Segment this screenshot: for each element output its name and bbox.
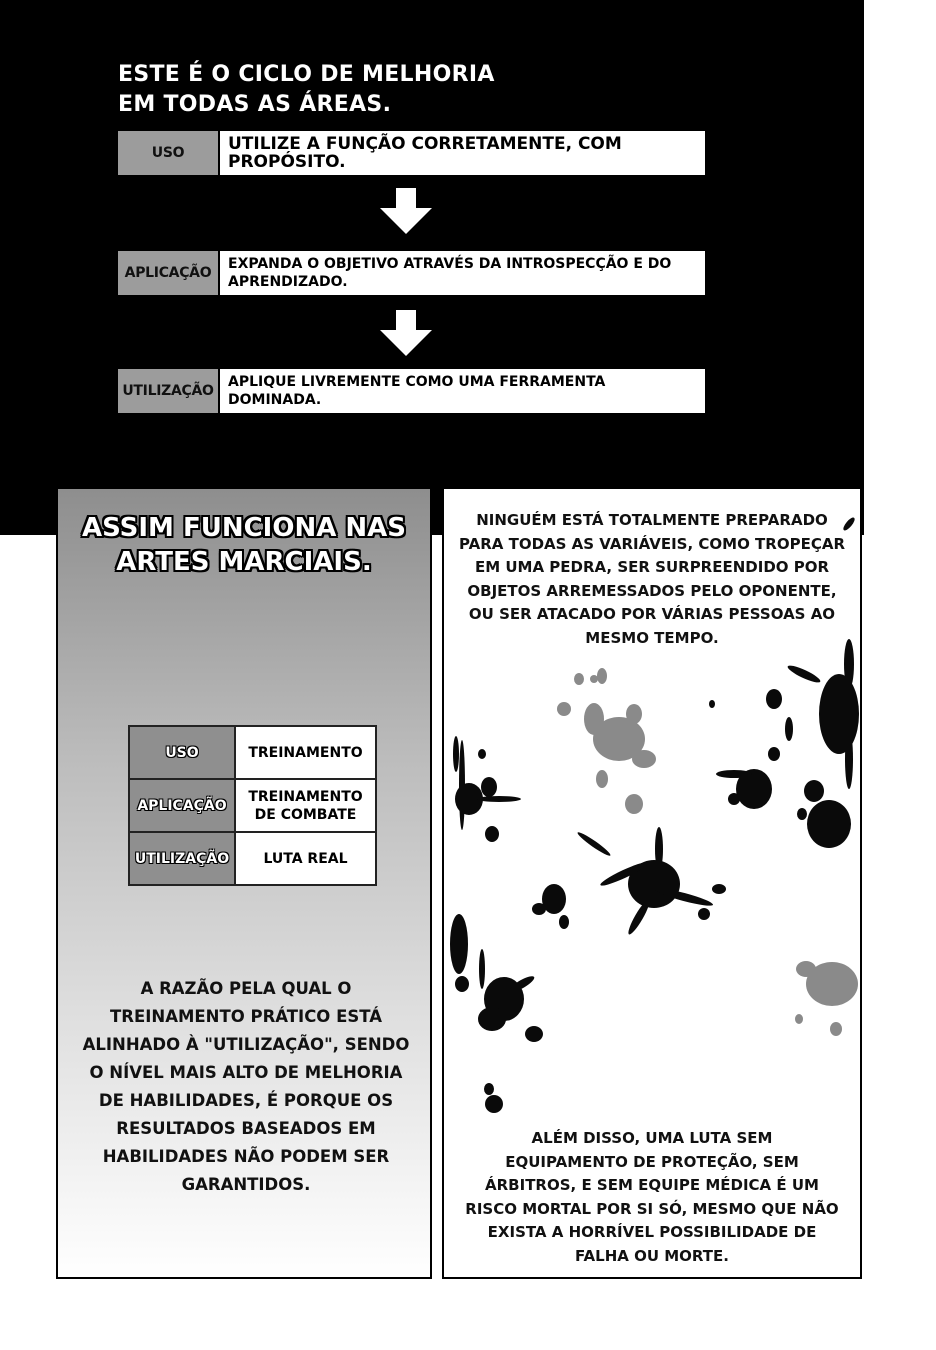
cycle-heading — [118, 60, 678, 120]
table-value-line2: DE COMBATE — [254, 806, 357, 823]
martial-arts-panel — [56, 487, 432, 1279]
panel-title — [58, 511, 430, 579]
text-line: EM UMA PEDRA, SER SURPREENDIDO POR — [474, 558, 830, 576]
variables-panel — [442, 487, 862, 1279]
table-value-line1: TREINAMENTO — [248, 788, 363, 805]
down-arrow-icon — [378, 188, 434, 236]
step-text: UTILIZE A FUNÇÃO CORRETAMENTE, COM PROPÓSITO. — [218, 131, 705, 175]
explanation-paragraph — [78, 975, 414, 1199]
paragraph-line: ALINHADO À "UTILIZAÇÃO", SENDO — [82, 1035, 410, 1054]
table-value — [235, 726, 376, 779]
step-label: USO — [118, 131, 218, 175]
panel-title-line2: ARTES MARCIAIS. — [116, 547, 372, 577]
cycle-step-utilizacao — [118, 369, 705, 413]
martial-arts-table — [128, 725, 377, 886]
text-line: MESMO TEMPO. — [585, 628, 719, 647]
paragraph-line: O NÍVEL MAIS ALTO DE MELHORIA — [89, 1063, 403, 1082]
cycle-step-aplicacao — [118, 251, 705, 295]
table-row — [129, 832, 376, 885]
step-text-line2: APRENDIZADO. — [228, 274, 348, 290]
step-text — [218, 251, 705, 295]
text-line: EQUIPAMENTO DE PROTEÇÃO, SEM — [505, 1152, 799, 1171]
text-line: OU SER ATACADO POR VÁRIAS PESSOAS AO — [468, 605, 836, 623]
text-line: PARA TODAS AS VARIÁVEIS, COMO TROPEÇAR — [459, 534, 845, 553]
paragraph-line: DE HABILIDADES, É PORQUE OS — [98, 1091, 394, 1110]
cycle-heading-line2: EM TODAS AS ÁREAS. — [118, 92, 392, 117]
step-label: UTILIZAÇÃO — [118, 369, 218, 413]
table-value — [235, 832, 376, 885]
text-line: ALÉM DISSO, UMA LUTA SEM — [531, 1129, 773, 1147]
paragraph-line: GARANTIDOS. — [181, 1175, 311, 1194]
step-text — [218, 369, 705, 413]
paragraph-line: A RAZÃO PELA QUAL O — [140, 979, 352, 998]
step-label: APLICAÇÃO — [118, 251, 218, 295]
variables-text-bottom — [452, 1127, 852, 1268]
text-line: FALHA OU MORTE. — [575, 1246, 729, 1265]
text-line: OBJETOS ARREMESSADOS PELO OPONENTE, — [467, 581, 837, 600]
text-line: NINGUÉM ESTÁ TOTALMENTE PREPARADO — [476, 511, 828, 529]
paragraph-line: RESULTADOS BASEADOS EM — [116, 1119, 376, 1138]
panel-title-line1: ASSIM FUNCIONA NAS — [81, 513, 407, 543]
step-text-line2: DOMINADA. — [228, 392, 322, 408]
variables-text-top — [452, 509, 852, 650]
table-value-line1: TREINAMENTO — [248, 744, 363, 761]
cycle-step-uso — [118, 131, 705, 175]
paragraph-line: HABILIDADES NÃO PODEM SER — [102, 1147, 390, 1166]
table-key: APLICAÇÃO — [129, 779, 235, 832]
text-line: EXISTA A HORRÍVEL POSSIBILIDADE DE — [487, 1223, 817, 1241]
step-text-line1: APLIQUE LIVREMENTE COMO UMA FERRAMENTA — [228, 374, 606, 390]
table-value — [235, 779, 376, 832]
table-row — [129, 779, 376, 832]
table-value-line1: LUTA REAL — [263, 850, 348, 867]
text-line: ÁRBITROS, E SEM EQUIPE MÉDICA É UM — [485, 1176, 819, 1194]
step-text-line1: EXPANDA O OBJETIVO ATRAVÉS DA INTROSPECÇÃO E DO — [228, 256, 672, 272]
table-key: UTILIZAÇÃO — [129, 832, 235, 885]
down-arrow-icon — [378, 310, 434, 358]
table-key: USO — [129, 726, 235, 779]
cycle-heading-line1: ESTE É O CICLO DE MELHORIA — [118, 62, 495, 87]
table-row — [129, 726, 376, 779]
text-line: RISCO MORTAL POR SI SÓ, MESMO QUE NÃO — [465, 1199, 839, 1218]
paragraph-line: TREINAMENTO PRÁTICO ESTÁ — [110, 1007, 382, 1026]
